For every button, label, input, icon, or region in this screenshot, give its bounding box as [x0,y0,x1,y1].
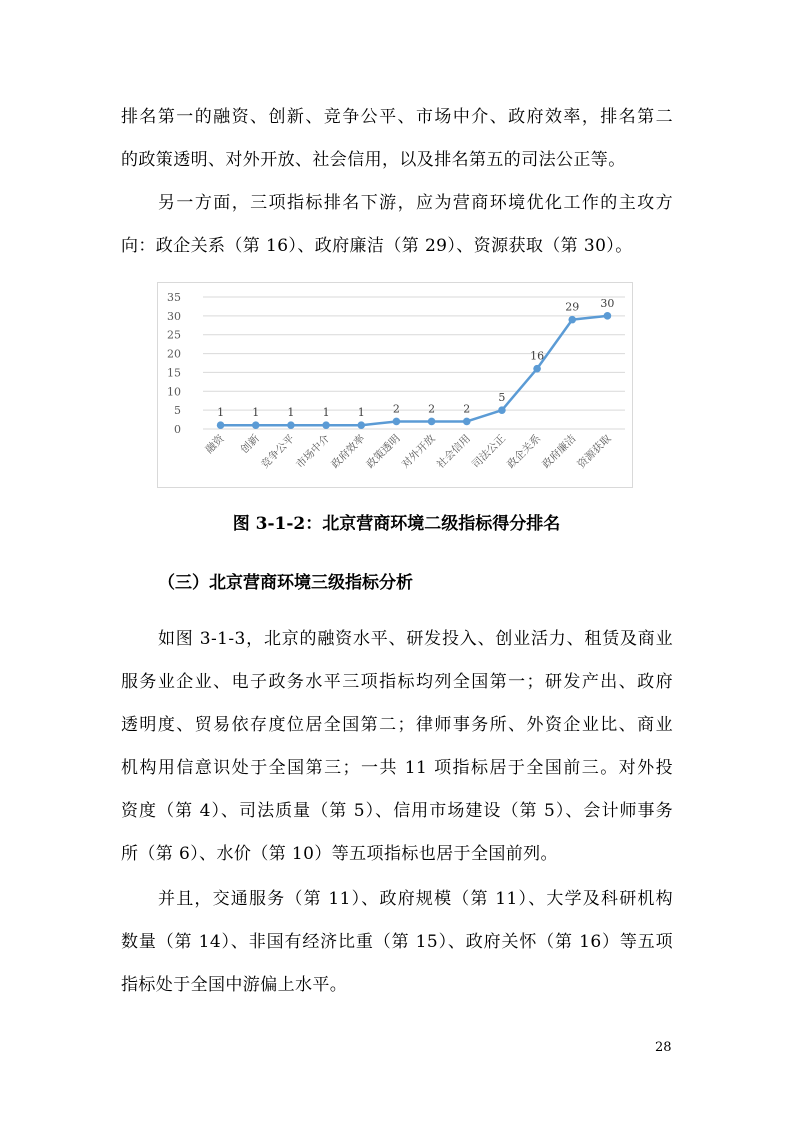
x-tick-label: 政策透明 [364,432,403,471]
x-tick-label: 对外开放 [399,432,438,471]
text-line: 指标处于全国中游偏上水平。 [121,975,348,995]
data-label: 5 [498,391,506,405]
text-line: 并且，交通服务（第 11）、政府规模（第 11）、大学及科研机构 [158,889,673,909]
x-tick-label: 创新 [238,432,262,456]
data-point [604,312,612,320]
y-tick-label: 20 [167,347,181,361]
section-heading: （三）北京营商环境三级指标分析 [158,573,413,593]
text-line: 所（第 6）、水价（第 10）等五项指标也居于全国前列。 [121,844,558,864]
text-line: 另一方面，三项指标排名下游，应为营商环境优化工作的主攻方 [158,193,673,213]
text-line: 服务业企业、电子政务水平三项指标均列全国第一；研发产出、政府 [121,672,673,692]
x-tick-label: 资源获取 [575,432,614,471]
text-line: 透明度、贸易依存度位居全国第二；律师事务所、外资企业比、商业 [121,715,673,735]
y-tick-label: 35 [167,291,181,304]
data-label: 2 [392,402,400,416]
data-point [533,365,541,373]
figure-caption: 图 3-1-2：北京营商环境二级指标得分排名 [232,514,561,534]
data-point [463,418,471,426]
x-tick-label: 融资 [203,432,227,456]
y-tick-label: 0 [174,423,181,436]
data-point [252,421,260,429]
y-tick-label: 30 [167,309,181,323]
chart-svg [158,283,634,489]
data-label: 1 [217,406,225,420]
paragraph-2 [121,182,673,268]
data-label: 2 [463,402,471,416]
data-label: 1 [322,406,330,420]
y-tick-label: 15 [167,366,181,380]
y-tick-label: 25 [167,328,181,342]
paragraph-4 [121,878,673,1007]
data-point [498,406,506,414]
data-label: 29 [565,300,580,314]
x-tick-label: 竞争公平 [258,432,298,471]
x-tick-label: 政府效率 [329,432,368,471]
data-point [428,418,436,426]
ranking-line-chart [157,282,633,488]
data-point [322,421,330,429]
x-tick-label: 社会信用 [434,432,473,471]
page-number: 28 [655,1040,672,1055]
x-tick-label: 司法公正 [469,432,509,471]
data-point [287,421,295,429]
text-line: 排名第一的融资、创新、竞争公平、市场中介、政府效率，排名第二 [121,107,673,127]
text-line: 机构用信意识处于全国第三；一共 11 项指标居于全国前三。对外投 [121,758,673,778]
paragraph-3 [121,618,673,876]
text-line: 数量（第 14）、非国有经济比重（第 15）、政府关怀（第 16）等五项 [121,932,673,952]
text-line: 向：政企关系（第 16）、政府廉洁（第 29）、资源获取（第 30）。 [121,236,633,256]
data-label: 16 [530,349,545,363]
data-label: 1 [357,406,365,420]
data-point [357,421,365,429]
data-point [393,418,401,426]
data-label: 30 [600,296,615,310]
text-line: 的政策透明、对外开放、社会信用，以及排名第五的司法公正等。 [121,150,626,170]
data-point [568,316,576,324]
data-label: 1 [252,406,260,420]
y-tick-label: 5 [174,404,181,418]
text-line: 资度（第 4）、司法质量（第 5）、信用市场建设（第 5）、会计师事务 [121,801,673,821]
data-label: 1 [287,406,295,420]
x-tick-label: 政企关系 [505,432,544,471]
data-label: 2 [428,402,436,416]
text-line: 如图 3-1-3，北京的融资水平、研发投入、创业活力、租赁及商业 [158,629,673,649]
paragraph-1 [121,96,673,182]
x-tick-label: 政府廉洁 [540,432,579,471]
data-point [217,421,225,429]
series-line [221,316,608,425]
y-tick-label: 10 [167,385,181,399]
x-tick-label: 市场中介 [294,432,333,471]
